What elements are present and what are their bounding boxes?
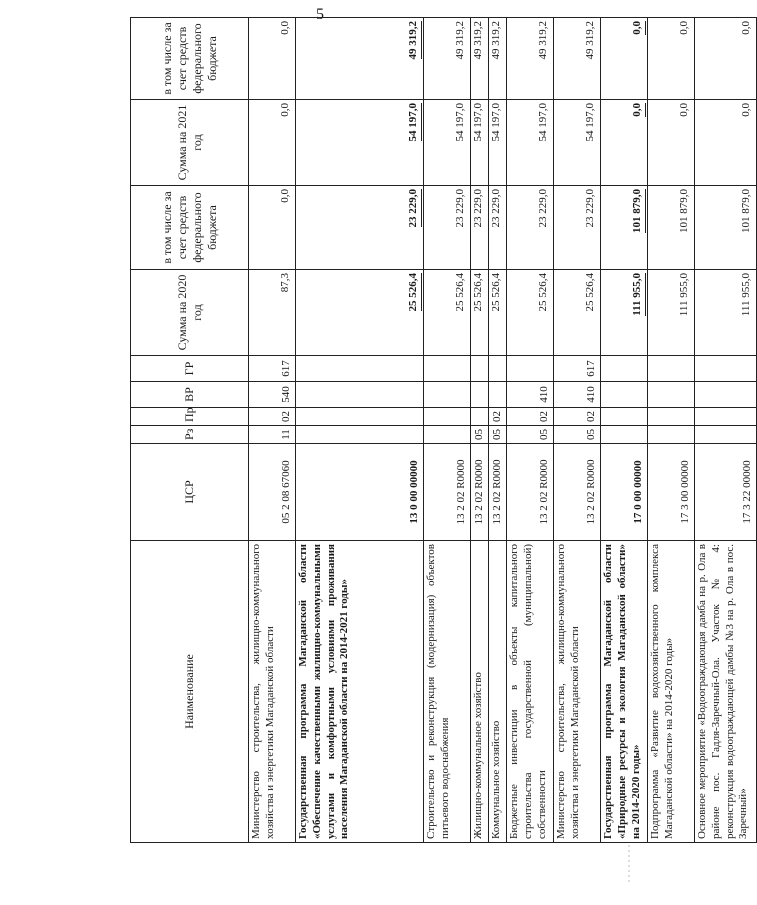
cell-sum-2020	[648, 270, 695, 356]
cell-rz: 05	[507, 426, 554, 444]
header-row	[131, 18, 249, 843]
table-row	[695, 18, 757, 843]
cell-gr	[471, 356, 489, 382]
cell-rz	[424, 426, 471, 444]
cell-fed-2020	[554, 186, 601, 270]
cell-sum-2021	[249, 100, 296, 186]
cell-csr: 13 2 02 R0000	[471, 444, 489, 541]
cell-name: Государственная программа Магаданской области «Природные ресурсы и экология Магаданской области» на 2014-2020 годы»	[601, 541, 648, 843]
cell-sum-2021	[695, 100, 757, 186]
cell-vr	[489, 382, 507, 408]
cell-value: 54 197,0	[490, 103, 503, 142]
cell-fed-2021	[471, 18, 489, 100]
cell-name: Коммунальное хозяйство	[489, 541, 507, 843]
cell-value: 111 955,0	[631, 273, 646, 316]
cell-sum-2021	[507, 100, 554, 186]
cell-value: 23 229,0	[472, 189, 485, 228]
table-row	[296, 18, 424, 843]
cell-pr: 02	[554, 408, 601, 426]
cell-pr: 02	[489, 408, 507, 426]
cell-value: 25 526,4	[537, 273, 550, 312]
cell-sum-2020	[554, 270, 601, 356]
cell-sum-2021	[489, 100, 507, 186]
table-row	[249, 18, 296, 843]
header-sum-2021: Сумма на 2021 год	[131, 100, 249, 186]
cell-vr	[424, 382, 471, 408]
cell-name: Государственная программа Магаданской области «Обеспечение качественными жилищно-коммунальными услугами и комфортными условиями проживания населения Магаданской области на 2014-2021 годы»	[296, 541, 424, 843]
cell-name: Министерство строительства, жилищно-коммунального хозяйства и энергетики Магаданской области	[554, 541, 601, 843]
cell-sum-2020	[601, 270, 648, 356]
cell-value: 54 197,0	[584, 103, 597, 142]
cell-vr	[695, 382, 757, 408]
cell-rz	[648, 426, 695, 444]
cell-vr	[601, 382, 648, 408]
cell-gr	[296, 356, 424, 382]
cell-sum-2020	[507, 270, 554, 356]
cell-csr: 13 2 02 R0000	[489, 444, 507, 541]
cell-csr: 13 2 02 R0000	[507, 444, 554, 541]
cell-fed-2020	[695, 186, 757, 270]
cell-rz: 05	[489, 426, 507, 444]
budget-table	[130, 17, 757, 843]
cell-value: 23 229,0	[454, 189, 467, 228]
cell-gr	[648, 356, 695, 382]
cell-value: 23 229,0	[407, 189, 422, 228]
cell-value: 23 229,0	[584, 189, 597, 228]
cell-rz	[601, 426, 648, 444]
cell-value: 101 879,0	[740, 189, 753, 233]
cell-csr: 13 2 02 R0000	[554, 444, 601, 541]
cell-fed-2020	[424, 186, 471, 270]
cell-value: 49 319,2	[490, 21, 503, 60]
cell-fed-2020	[648, 186, 695, 270]
header-sum-2020: Сумма на 2020 год	[131, 270, 249, 356]
cell-csr: 17 3 00 00000	[648, 444, 695, 541]
cell-sum-2020	[249, 270, 296, 356]
cell-value: 25 526,4	[407, 273, 422, 312]
table-row	[648, 18, 695, 843]
cell-rz: 11	[249, 426, 296, 444]
cell-value: 49 319,2	[537, 21, 550, 60]
cell-sum-2020	[695, 270, 757, 356]
cell-sum-2020	[424, 270, 471, 356]
header-pr: Пр	[131, 408, 249, 426]
cell-value: 0,0	[740, 103, 753, 117]
cell-fed-2021	[648, 18, 695, 100]
cell-sum-2020	[489, 270, 507, 356]
cell-csr: 13 0 00 00000	[296, 444, 424, 541]
cell-sum-2021	[296, 100, 424, 186]
cell-value: 49 319,2	[454, 21, 467, 60]
cell-fed-2020	[601, 186, 648, 270]
header-csr: ЦСР	[131, 444, 249, 541]
cell-value: 0,0	[279, 189, 292, 203]
cell-gr: 617	[249, 356, 296, 382]
cell-fed-2020	[471, 186, 489, 270]
cell-gr	[695, 356, 757, 382]
cell-fed-2021	[489, 18, 507, 100]
cell-value: 0,0	[678, 103, 691, 117]
header-fed-2020: в том числе за счет средств федерального бюджета	[131, 186, 249, 270]
cell-value: 49 319,2	[407, 21, 422, 60]
page-number: 5	[316, 6, 324, 23]
cell-pr	[695, 408, 757, 426]
table-body	[249, 18, 757, 843]
cell-value: 49 319,2	[584, 21, 597, 60]
cell-fed-2021	[601, 18, 648, 100]
cell-value: 25 526,4	[584, 273, 597, 312]
cell-fed-2020	[249, 186, 296, 270]
cell-fed-2020	[296, 186, 424, 270]
cell-value: 49 319,2	[472, 21, 485, 60]
cell-value: 54 197,0	[454, 103, 467, 142]
table-row	[471, 18, 489, 843]
cell-value: 111 955,0	[740, 273, 753, 317]
cell-fed-2021	[424, 18, 471, 100]
cell-csr: 17 0 00 00000	[601, 444, 648, 541]
cell-value: 0,0	[740, 21, 753, 35]
header-fed-2021: в том числе за счет средств федерального бюджета	[131, 18, 249, 100]
cell-pr: 02	[249, 408, 296, 426]
cell-vr: 410	[554, 382, 601, 408]
cell-csr: 13 2 02 R0000	[424, 444, 471, 541]
cell-fed-2021	[507, 18, 554, 100]
table-row	[424, 18, 471, 843]
cell-vr	[471, 382, 489, 408]
cell-sum-2021	[648, 100, 695, 186]
cell-sum-2021	[424, 100, 471, 186]
table-row	[507, 18, 554, 843]
cell-value: 25 526,4	[472, 273, 485, 312]
table-row	[489, 18, 507, 843]
cell-sum-2020	[296, 270, 424, 356]
cell-pr	[648, 408, 695, 426]
cell-rz: 05	[471, 426, 489, 444]
cell-fed-2020	[489, 186, 507, 270]
cell-name: Основное мероприятие «Водоограждающая дамба на р. Ола в районе пос. Гадля-Заречный-Ола. Участок № 4: реконструкция водоограждающей дамбы №3 на р. Ола в пос. Заречный»	[695, 541, 757, 843]
cell-gr	[424, 356, 471, 382]
cell-gr	[507, 356, 554, 382]
cell-pr	[601, 408, 648, 426]
cell-rz	[695, 426, 757, 444]
cell-value: 54 197,0	[407, 103, 422, 142]
cell-gr: 617	[554, 356, 601, 382]
cell-vr: 540	[249, 382, 296, 408]
cell-fed-2021	[249, 18, 296, 100]
cell-fed-2021	[695, 18, 757, 100]
cell-fed-2021	[554, 18, 601, 100]
cell-value: 23 229,0	[537, 189, 550, 228]
cell-pr	[424, 408, 471, 426]
cell-pr	[471, 408, 489, 426]
header-rz: Рз	[131, 426, 249, 444]
cell-value: 111 955,0	[678, 273, 691, 317]
cell-value: 101 879,0	[631, 189, 646, 233]
cell-value: 0,0	[631, 103, 646, 117]
cell-value: 101 879,0	[678, 189, 691, 233]
cell-pr: 02	[507, 408, 554, 426]
cell-name: Строительство и реконструкция (модернизация) объектов питьевого водоснабжения	[424, 541, 471, 843]
cell-value: 0,0	[678, 21, 691, 35]
cell-sum-2021	[554, 100, 601, 186]
cell-gr	[489, 356, 507, 382]
rotated-table-wrapper	[130, 18, 754, 843]
cell-name: Бюджетные инвестиции в объекты капитального строительства государственной (муниципальной) собственности	[507, 541, 554, 843]
cell-vr: 410	[507, 382, 554, 408]
cell-gr	[601, 356, 648, 382]
header-gr: ГР	[131, 356, 249, 382]
cell-vr	[648, 382, 695, 408]
cell-csr: 05 2 08 67060	[249, 444, 296, 541]
cell-value: 54 197,0	[472, 103, 485, 142]
cell-pr	[296, 408, 424, 426]
cell-fed-2020	[507, 186, 554, 270]
cell-vr	[296, 382, 424, 408]
cell-rz	[296, 426, 424, 444]
cell-value: 0,0	[631, 21, 646, 35]
cell-csr: 17 3 22 00000	[695, 444, 757, 541]
cell-value: 25 526,4	[490, 273, 503, 312]
cell-rz: 05	[554, 426, 601, 444]
scan-artifact-mark	[626, 845, 632, 885]
cell-sum-2021	[601, 100, 648, 186]
cell-value: 54 197,0	[537, 103, 550, 142]
header-name: Наименование	[131, 541, 249, 843]
table-row	[554, 18, 601, 843]
cell-value: 0,0	[279, 103, 292, 117]
cell-name: Министерство строительства, жилищно-коммунального хозяйства и энергетики Магаданской области	[249, 541, 296, 843]
cell-value: 23 229,0	[490, 189, 503, 228]
table-row	[601, 18, 648, 843]
cell-name: Подпрограмма «Развитие водохозяйственного комплекса Магаданской области» на 2014-2020 годы»	[648, 541, 695, 843]
header-vr: ВР	[131, 382, 249, 408]
cell-name: Жилищно-коммунальное хозяйство	[471, 541, 489, 843]
cell-value: 87,3	[279, 273, 292, 293]
cell-sum-2021	[471, 100, 489, 186]
cell-fed-2021	[296, 18, 424, 100]
cell-value: 25 526,4	[454, 273, 467, 312]
cell-sum-2020	[471, 270, 489, 356]
cell-value: 0,0	[279, 21, 292, 35]
